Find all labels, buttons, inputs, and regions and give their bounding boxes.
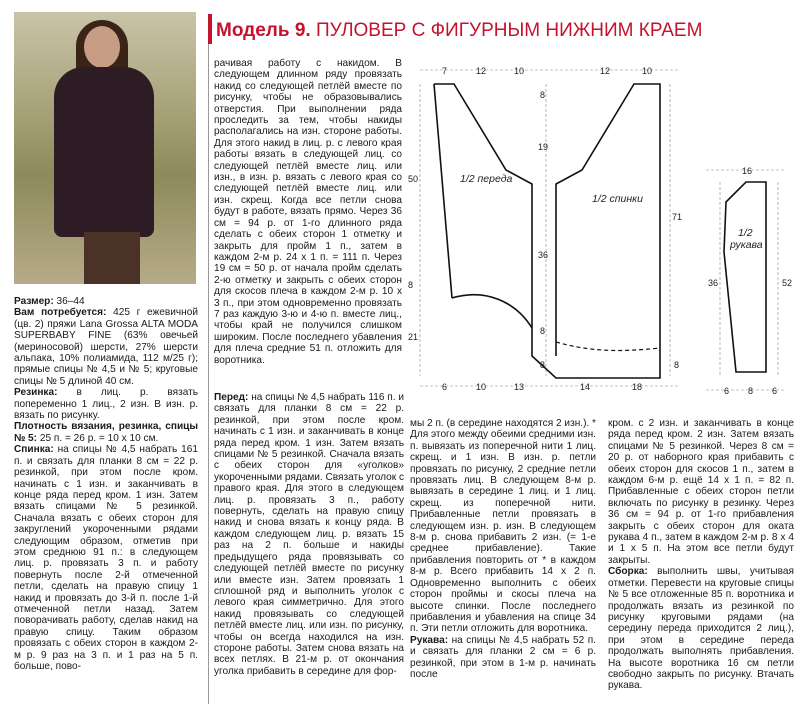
sleeve-text-1: на спицы № 4,5 набрать 52 п. и связать для планки 2 см = 6 р. резинкой, при этом в 1-м р. начинать после — [410, 634, 596, 680]
gauge-heading: Плотность вязания, резинка, спицы № 5: — [14, 421, 198, 444]
photo-legs — [84, 232, 140, 284]
column-3 — [410, 418, 596, 680]
assembly-text: выполнить швы, учитывая отметки. Перевести на круговые спицы № 5 все отложенные 85 п. воротника и продолжать вязать из резинкой по рисунку круговыми рядами (на середину переда приходится 2 лиц.), при этом в середине переда продолжать выполнять прибавления. На высоте воротника 16 см петли свободно закрыть по рисунку. Втачать рукава. — [608, 566, 794, 692]
front-text-1: на спицы № 4,5 набрать 116 п. и связать для планки 8 см = 22 р. резинкой, при этом после кром. начинать с 1 изн. и заканчивать в конце ряда перед кром. 1 изн. Затем вязать спицами № 5 резинкой. Сначала вязать с обеих сторон для «уголков» укороченными рядами. Связать уголок с правого края. Для этого в следующем лиц. р. провязать 3 п., работу повернуть, сделать на правую спицу накид и снова вязать к концу ряда. В каждом следующем лиц. р. вязать 15 раз на 2 п. больше и накиды предыдущего ряда провязывать со следующей петлёй вместе по рисунку или вместе изн. Затем провязать 1 сплошной ряд и выполнить уголок с левого края симметрично. Для этого накид провязывать со следующей петлёй вместе лиц. или изн. по рисунку, чтобы он всегда находился на изн. стороне работы. Затем снова вязать на всех петлях. В 21-м р. от окончания уголка прибавить в середине для фор- — [214, 392, 405, 677]
column-2-bottom — [214, 392, 404, 677]
top-dim-3: 10 — [514, 66, 525, 76]
bottom-dim-2: 10 — [476, 382, 487, 392]
bottom-dim-4: 14 — [580, 382, 591, 392]
photo-head — [84, 26, 120, 68]
model-name: ПУЛОВЕР С ФИГУРНЫМ НИЖНИМ КРАЕМ — [315, 20, 703, 41]
pattern-diagram — [406, 52, 800, 402]
title-accent-bar — [208, 14, 212, 44]
sleeve-label-2: рукава — [730, 239, 763, 251]
photo-sweater — [54, 67, 154, 237]
size-text: 36–44 — [53, 296, 85, 307]
top-dim-4: 12 — [600, 66, 611, 76]
column-4 — [608, 418, 794, 692]
back-text-1: на спицы № 4,5 набрать 161 п. и связать для планки 8 см = 22 р. резинкой, при этом после кром. начинать с 1 изн. и заканчивать в конце ряда перед кром. 1 изн. Затем вязать спицами № 5 резинкой. Сначала вязать с обеих сторон для закруглений укороченными рядами следующим образом, отметив при этом среднюю 91 п.: в следующем лиц. р. провязать 3 п. и работу повернуть после 2-й отмеченной петли, сделать на правую спицу 1 накид и провязать до 3-й п. после 1-й отмеченной петли назад. Затем поворачивать работу, сделав накид на правую спицу. Таким образом провязать с обеих сторон в каждом 2-м р. 9 раз на 3 п. и 1 раз на 5 п. больше, пово- — [14, 444, 198, 672]
back-text-2: рачивая работу с накидом. В следующем длинном ряду провязать накид со следующей петлёй вместе по рисунку, чтобы не образовывались отверстия. При выполнении ряда проследить за тем, чтобы накиды располагались на изн. стороне работы. Для этого накид в лиц. р. с левого края работы вязать в следующей лиц. со следующей петлёй вместе лиц. или изн., в изн. р. вязать с левого края со следующей петлёй вместе лиц. или изн. скрещ. Когда все петли снова будут в работе, вязать прямо. Через 36 см = 94 р. от 1-го длинного ряда сделать с обеих сторон 1 отметку и закрыть для пройм 1 п., затем в каждом 2-м р. 24 x 1 п. = 111 п. Через 19 см = 50 р. от начала пройм сделать 2-ю отметку и закрыть с обеих сторон для скосов плеча в каждом 2-м р. 10 x 3 п., при этом одновременно провязать 7 раз каждую 3-ю и 4-ю п. вместе лиц., чтобы край не получился слишком широким. После последнего убавления для плеча средние 51 п. отложить для воротника. — [214, 58, 402, 366]
front-heading: Перед: — [214, 392, 249, 403]
materials-heading: Вам потребуется: — [14, 307, 107, 319]
size-heading: Размер: — [14, 296, 54, 307]
sleeve-label-1: 1/2 — [738, 227, 753, 239]
sleeve-bottom-dim-1: 6 — [724, 386, 730, 396]
right-dim-1: 71 — [672, 212, 683, 222]
left-dim-3: 21 — [408, 332, 419, 342]
column-divider — [208, 44, 209, 704]
sleeve-bottom-dim-2: 8 — [748, 386, 754, 396]
sleeve-right-dim: 52 — [782, 278, 793, 288]
top-dim-5: 10 — [642, 66, 653, 76]
front-text-2: мы 2 п. (в середине находятся 2 изн.). * Для этого между обеими средними изн. п. вывязать из поперечной нити 1 лиц. скрещ. и 1 изн. В изн. р. петли провязать по рисунку, 2 средние петли провязать лиц. В следующем 8-м р. вывязать в середине 1 лиц. и 1 лиц. скрещ. из поперечной нити. Прибавленные петли провязать в следующем изн. р. изн. В следующем 8-м р. снова прибавить 2 изн. (= 1-е среднее прибавление). Такие прибавления повторить от * в каждом 8-м р. Всего прибавить 14 x 2 п. Одновременно выполнить с обеих сторон проймы и скосы плеча на высоте спинки. После последнего прибавления и убавления на спице 34 п. Эти петли отложить для воротника. — [410, 418, 596, 635]
back-heading: Спинка: — [14, 444, 54, 456]
back-outline — [434, 84, 660, 378]
model-number: Модель 9. — [216, 20, 311, 41]
center-dim-5: 8 — [540, 360, 546, 370]
bottom-dim-1: 6 — [442, 382, 448, 392]
center-dim-2: 19 — [538, 142, 549, 152]
front-hem — [452, 295, 532, 328]
center-dim-4: 8 — [540, 326, 546, 336]
top-dim-1: 7 — [442, 66, 448, 76]
front-label: 1/2 переда — [460, 173, 513, 185]
sleeve-left-dim: 36 — [708, 278, 719, 288]
front-side — [434, 84, 452, 298]
sleeve-text-2: кром. с 2 изн. и заканчивать в конце ряда перед кром. 2 изн. Затем вязать спицами № 5 резинкой. Через 8 см = 20 р. от наборного края прибавить с обеих сторон для скосов 1 п., затем в каждом 6-м р. ещё 14 x 1 п. = 82 п. Прибавленные с обеих сторон петли включать по рисунку в резинку. Через 36 см = 94 р. от 1-го прибавления закрыть с обеих сторон для оката рукава 4 п., затем в каждом 2-м р. 8 x 4 и 1 x 5 п. На этом все петли будут закрыты. — [608, 418, 794, 566]
rib-text: в лиц. р. вязать попеременно 1 лиц., 2 изн. В изн. р. вязать по рисунку. — [14, 387, 198, 422]
sleeve-outline — [724, 182, 766, 372]
right-dim-2: 8 — [674, 360, 680, 370]
bottom-dim-3: 13 — [514, 382, 525, 392]
sleeve-bottom-dim-3: 6 — [772, 386, 778, 396]
column-2-top — [214, 58, 402, 366]
page-title — [216, 20, 702, 42]
rib-heading: Резинка: — [14, 387, 58, 399]
center-dim-1: 8 — [540, 90, 546, 100]
model-photo — [14, 12, 196, 284]
left-dim-1: 50 — [408, 174, 419, 184]
gauge-text: 25 п. = 26 р. = 10 x 10 см. — [37, 432, 159, 444]
materials-text: 425 г ежевичной (цв. 2) пряжи Lana Grossa ALTA MODA SUPERBABY FINE (63% овечьей (мериносовой) шерсти, 27% шерсти альпака, 10% полиамида, 112 м/25 г); прямые спицы № 4,5 и № 5; круговые спицы № 5 длиной 40 см. — [14, 307, 199, 387]
back-label: 1/2 спинки — [592, 193, 643, 205]
back-hem — [556, 342, 660, 350]
left-dim-2: 8 — [408, 280, 414, 290]
column-1 — [14, 296, 198, 672]
assembly-heading: Сборка: — [608, 566, 648, 578]
center-dim-3: 36 — [538, 250, 549, 260]
bottom-dim-5: 18 — [632, 382, 643, 392]
top-dim-2: 12 — [476, 66, 487, 76]
sleeve-heading: Рукава: — [410, 634, 449, 646]
sleeve-top-dim: 16 — [742, 166, 753, 176]
